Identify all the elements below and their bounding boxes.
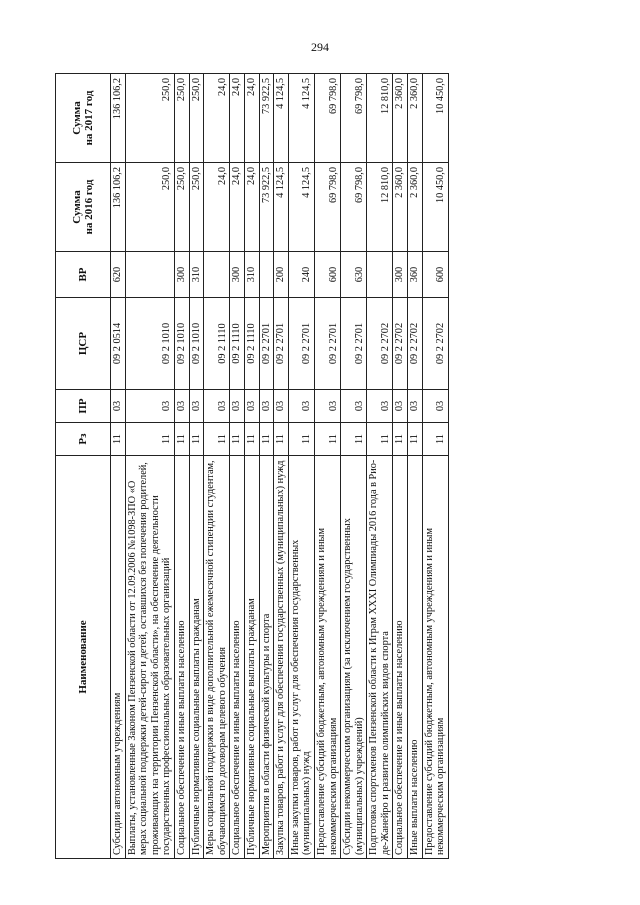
cell-sum-2017: 69 798,0 xyxy=(341,74,367,163)
cell-name: Субсидии автономным учреждениям xyxy=(111,456,126,859)
table-row xyxy=(125,74,174,859)
table-row xyxy=(274,74,289,859)
cell-sum-2017: 250,0 xyxy=(174,74,189,163)
col-header-csr: ЦСР xyxy=(56,298,111,390)
cell-sum-2016: 250,0 xyxy=(174,163,189,252)
col-header-name: Наименование xyxy=(56,456,111,859)
cell-sum-2016: 73 922,5 xyxy=(259,163,274,252)
cell-pr: 03 xyxy=(174,390,189,423)
cell-vr: 300 xyxy=(230,252,245,298)
cell-name: Выплаты, установленные Законом Пензенской области от 12.09.2006 №1098-ЗПО «О мерах социальной поддержки детей-сирот и детей, оставшихся без попечения родителей, проживающих на территории Пензенской области», на обеспечение деятельности государственных профессиональных образовательных организаций xyxy=(125,456,174,859)
cell-name: Меры социальной поддержки в виде дополнительной ежемесячной стипендии студентам, обучающимся по договорам целевого обучения xyxy=(204,456,230,859)
cell-rz: 11 xyxy=(367,423,393,456)
cell-name: Социальное обеспечение и иные выплаты населению xyxy=(393,456,408,859)
cell-pr: 03 xyxy=(393,390,408,423)
cell-rz: 11 xyxy=(174,423,189,456)
cell-rz: 11 xyxy=(408,423,423,456)
cell-pr: 03 xyxy=(274,390,289,423)
cell-rz: 11 xyxy=(288,423,314,456)
cell-sum-2016: 10 450,0 xyxy=(422,163,448,252)
cell-csr: 09 2 2702 xyxy=(393,298,408,390)
cell-vr: 600 xyxy=(422,252,448,298)
cell-name: Иные выплаты населению xyxy=(408,456,423,859)
cell-sum-2017: 69 798,0 xyxy=(314,74,340,163)
cell-rz: 11 xyxy=(125,423,174,456)
cell-vr xyxy=(259,252,274,298)
cell-sum-2016: 69 798,0 xyxy=(341,163,367,252)
cell-sum-2016: 4 124,5 xyxy=(288,163,314,252)
table-row xyxy=(230,74,245,859)
cell-pr: 03 xyxy=(422,390,448,423)
cell-sum-2016: 4 124,5 xyxy=(274,163,289,252)
cell-pr: 03 xyxy=(288,390,314,423)
cell-vr: 300 xyxy=(174,252,189,298)
cell-csr: 09 2 2702 xyxy=(367,298,393,390)
cell-name: Мероприятия в области физической культуры и спорта xyxy=(259,456,274,859)
cell-pr: 03 xyxy=(111,390,126,423)
table-row xyxy=(341,74,367,859)
cell-vr: 630 xyxy=(341,252,367,298)
cell-name: Социальное обеспечение и иные выплаты населению xyxy=(174,456,189,859)
cell-sum-2016: 2 360,0 xyxy=(408,163,423,252)
cell-sum-2016: 2 360,0 xyxy=(393,163,408,252)
cell-sum-2016: 24,0 xyxy=(204,163,230,252)
cell-pr: 03 xyxy=(367,390,393,423)
cell-name: Публичные нормативные социальные выплаты гражданам xyxy=(244,456,259,859)
cell-sum-2017: 4 124,5 xyxy=(288,74,314,163)
table-header-row xyxy=(56,74,111,859)
cell-pr: 03 xyxy=(341,390,367,423)
cell-pr: 03 xyxy=(204,390,230,423)
table-row xyxy=(367,74,393,859)
cell-sum-2017: 12 810,0 xyxy=(367,74,393,163)
cell-sum-2016: 250,0 xyxy=(125,163,174,252)
cell-sum-2016: 24,0 xyxy=(230,163,245,252)
cell-vr: 360 xyxy=(408,252,423,298)
cell-rz: 11 xyxy=(314,423,340,456)
cell-sum-2017: 250,0 xyxy=(189,74,204,163)
cell-rz: 11 xyxy=(259,423,274,456)
cell-pr: 03 xyxy=(259,390,274,423)
table-row xyxy=(408,74,423,859)
table-row xyxy=(111,74,126,859)
cell-pr: 03 xyxy=(314,390,340,423)
cell-name: Предоставление субсидий бюджетным, автономным учреждениям и иным некоммерческим организациям xyxy=(314,456,340,859)
cell-csr: 09 2 2701 xyxy=(314,298,340,390)
cell-name: Предоставление субсидий бюджетным, автономным учреждениям и иным некоммерческим организациям xyxy=(422,456,448,859)
cell-vr: 600 xyxy=(314,252,340,298)
cell-sum-2016: 12 810,0 xyxy=(367,163,393,252)
cell-pr: 03 xyxy=(408,390,423,423)
cell-rz: 11 xyxy=(111,423,126,456)
cell-rz: 11 xyxy=(393,423,408,456)
col-header-sum-2016: Сумма на 2016 год xyxy=(56,163,111,252)
cell-csr: 09 2 1010 xyxy=(174,298,189,390)
col-header-vr: ВР xyxy=(56,252,111,298)
col-header-sum-2017: Сумма на 2017 год xyxy=(56,74,111,163)
table-row xyxy=(174,74,189,859)
cell-vr: 620 xyxy=(111,252,126,298)
cell-csr: 09 2 2701 xyxy=(288,298,314,390)
cell-sum-2016: 136 106,2 xyxy=(111,163,126,252)
cell-rz: 11 xyxy=(274,423,289,456)
cell-vr: 310 xyxy=(244,252,259,298)
table-row xyxy=(422,74,448,859)
budget-table-container xyxy=(55,74,620,859)
cell-csr: 09 2 1110 xyxy=(230,298,245,390)
cell-pr: 03 xyxy=(189,390,204,423)
cell-sum-2016: 24,0 xyxy=(244,163,259,252)
cell-sum-2017: 2 360,0 xyxy=(408,74,423,163)
cell-rz: 11 xyxy=(422,423,448,456)
table-row xyxy=(288,74,314,859)
cell-vr: 200 xyxy=(274,252,289,298)
cell-csr: 09 2 1010 xyxy=(125,298,174,390)
cell-sum-2017: 250,0 xyxy=(125,74,174,163)
cell-csr: 09 2 2701 xyxy=(341,298,367,390)
cell-pr: 03 xyxy=(230,390,245,423)
cell-sum-2016: 250,0 xyxy=(189,163,204,252)
table-body xyxy=(111,74,449,859)
cell-vr: 240 xyxy=(288,252,314,298)
cell-sum-2017: 10 450,0 xyxy=(422,74,448,163)
cell-rz: 11 xyxy=(341,423,367,456)
col-header-rz: Рз xyxy=(56,423,111,456)
table-row xyxy=(259,74,274,859)
cell-csr: 09 2 1110 xyxy=(204,298,230,390)
cell-rz: 11 xyxy=(189,423,204,456)
cell-sum-2017: 136 106,2 xyxy=(111,74,126,163)
col-header-pr: ПР xyxy=(56,390,111,423)
cell-csr: 09 2 2701 xyxy=(259,298,274,390)
cell-csr: 09 2 2702 xyxy=(422,298,448,390)
cell-csr: 09 2 0514 xyxy=(111,298,126,390)
cell-sum-2017: 24,0 xyxy=(204,74,230,163)
budget-table xyxy=(55,73,449,859)
cell-name: Подготовка спортсменов Пензенской области к Играм XXXI Олимпиады 2016 года в Рио-де-Жанейро и развитие олимпийских видов спорта xyxy=(367,456,393,859)
page-number: 294 xyxy=(311,40,329,54)
cell-vr: 310 xyxy=(189,252,204,298)
cell-pr: 03 xyxy=(244,390,259,423)
cell-pr: 03 xyxy=(125,390,174,423)
table-row xyxy=(244,74,259,859)
cell-name: Закупка товаров, работ и услуг для обеспечения государственных (муниципальных) нужд xyxy=(274,456,289,859)
rotated-table-frame xyxy=(55,74,620,859)
cell-vr xyxy=(367,252,393,298)
cell-name: Публичные нормативные социальные выплаты гражданам xyxy=(189,456,204,859)
cell-name: Субсидии некоммерческим организациям (за исключением государственных (муниципальных) учреждений) xyxy=(341,456,367,859)
table-row xyxy=(314,74,340,859)
cell-vr: 300 xyxy=(393,252,408,298)
cell-sum-2017: 24,0 xyxy=(244,74,259,163)
cell-rz: 11 xyxy=(230,423,245,456)
cell-sum-2016: 69 798,0 xyxy=(314,163,340,252)
table-row xyxy=(204,74,230,859)
cell-name: Иные закупки товаров, работ и услуг для обеспечения государственных (муниципальных) нужд xyxy=(288,456,314,859)
cell-vr xyxy=(204,252,230,298)
cell-sum-2017: 24,0 xyxy=(230,74,245,163)
cell-rz: 11 xyxy=(244,423,259,456)
table-row xyxy=(189,74,204,859)
cell-sum-2017: 73 922,5 xyxy=(259,74,274,163)
cell-sum-2017: 2 360,0 xyxy=(393,74,408,163)
cell-csr: 09 2 1010 xyxy=(189,298,204,390)
cell-csr: 09 2 2701 xyxy=(274,298,289,390)
cell-name: Социальное обеспечение и иные выплаты населению xyxy=(230,456,245,859)
cell-csr: 09 2 2702 xyxy=(408,298,423,390)
cell-sum-2017: 4 124,5 xyxy=(274,74,289,163)
cell-rz: 11 xyxy=(204,423,230,456)
cell-csr: 09 2 1110 xyxy=(244,298,259,390)
cell-vr xyxy=(125,252,174,298)
table-row xyxy=(393,74,408,859)
